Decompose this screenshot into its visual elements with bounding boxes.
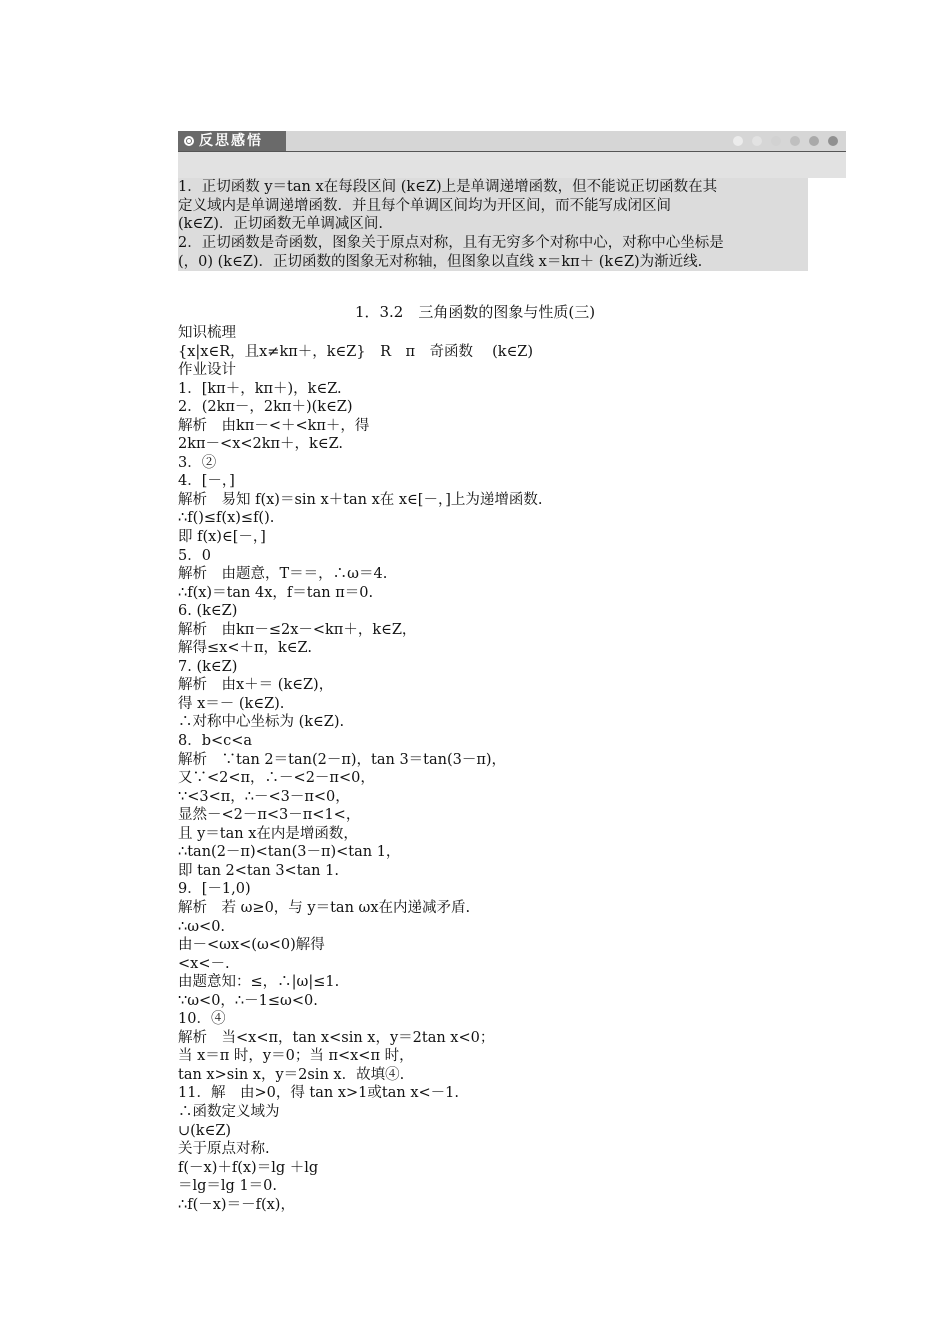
answer-line: 即 tan 2<tan 3<tan 1. (178, 862, 339, 879)
answer-line: 又∵<2<π，∴－<2－π<0， (178, 770, 375, 787)
reflection-banner (178, 131, 846, 178)
answer-line: 当 x＝π 时，y＝0；当 π<x<π 时， (178, 1048, 414, 1065)
answer-line: 2．(2kπ－，2kπ＋)(k∈Z) (178, 399, 353, 416)
banner-bottom-bar (178, 152, 846, 178)
answer-line: 6. (k∈Z) (178, 603, 238, 620)
answer-line: ＝lg＝lg 1＝0. (178, 1178, 278, 1195)
answer-line: ∴对称中心坐标为 (k∈Z). (178, 714, 345, 731)
answer-line: ∪(k∈Z) (178, 1122, 232, 1139)
answer-line: 7. (k∈Z) (178, 658, 238, 675)
answer-line: 即 f(x)∈[－，] (178, 529, 266, 546)
target-circle-icon (184, 136, 194, 146)
dot-icon (828, 136, 838, 146)
answer-line: f(－x)＋f(x)＝lg ＋lg (178, 1159, 319, 1176)
answer-line: ∴tan(2－π)<tan(3－π)<tan 1， (178, 844, 401, 861)
dot-icon (790, 136, 800, 146)
answer-line: ∴ω<0. (178, 918, 226, 935)
answer-line: ∵<3<π，∴－<3－π<0， (178, 788, 350, 805)
reflection-line: 2．正切函数是奇函数，图象关于原点对称，且有无穷多个对称中心，对称中心坐标是 (178, 235, 724, 252)
reflection-line: (k∈Z)．正切函数无单调减区间. (178, 216, 384, 233)
answer-line: 解析 若 ω≥0，与 y＝tan ωx在内递减矛盾. (178, 899, 471, 916)
reflection-text-block (178, 178, 808, 271)
answer-line: 5．0 (178, 547, 211, 564)
answer-line: 解析 ∵tan 2＝tan(2－π)，tan 3＝tan(3－π)， (178, 751, 507, 768)
dot-icon (733, 136, 743, 146)
answer-line: 且 y＝tan x在内是增函数， (178, 825, 358, 842)
answer-line: 解析 由题意，T＝＝，∴ω＝4. (178, 566, 388, 583)
answer-line: 解析 由x＋＝ (k∈Z)， (178, 677, 334, 694)
section-title: 1．3.2 三角函数的图象与性质(三) (354, 303, 596, 321)
answer-line: 知识梳理 (178, 325, 236, 341)
answer-line: <x<－. (178, 955, 230, 972)
answers-block (178, 324, 542, 1214)
answer-line: 9．[－1,0) (178, 881, 251, 898)
answer-line: 解得≤x<＋π，k∈Z. (178, 640, 312, 657)
reflection-line: (，0) (k∈Z)．正切函数的图象无对称轴，但图象以直线 x＝kπ＋ (k∈Z)为渐近线. (178, 253, 703, 270)
answer-line: 解析 由kπ－≤2x－<kπ＋，k∈Z， (178, 621, 417, 638)
answer-line: 显然－<2－π<3－π<1<， (178, 807, 361, 824)
answer-line: 4．[－，] (178, 473, 235, 490)
answer-line: 由－<ωx<(ω<0)解得 (178, 937, 325, 954)
answer-line: ∵ω<0，∴－1≤ω<0. (178, 992, 318, 1009)
banner-title-tab (178, 131, 286, 151)
answer-line: 8．b<c<a (178, 733, 253, 750)
reflection-line: 定义域内是单调递增函数．并且每个单调区间均为开区间，而不能写成闭区间 (178, 197, 671, 214)
answer-line: 解析 由kπ－<＋<kπ＋，得 (178, 417, 370, 434)
answer-line: 3．② (178, 454, 217, 471)
answer-line: 关于原点对称. (178, 1141, 270, 1158)
answer-line: 10．④ (178, 1011, 226, 1028)
answer-line: 由题意知：≤，∴|ω|≤1. (178, 974, 340, 991)
answer-line: ∴函数定义域为 (178, 1103, 280, 1120)
answer-line: 11．解 由>0，得 tan x>1或tan x<－1. (178, 1085, 459, 1102)
answer-line: ∴f(－x)＝－f(x)， (178, 1196, 295, 1213)
answer-line: 得 x＝－ (k∈Z). (178, 695, 285, 712)
answer-line: tan x>sin x，y＝2sin x．故填④. (178, 1066, 405, 1083)
banner-dots (733, 136, 838, 146)
answer-line: 解析 当<x<π，tan x<sin x，y＝2tan x<0； (178, 1029, 495, 1046)
answer-line: 2kπ－<x<2kπ＋，k∈Z. (178, 436, 344, 453)
answer-line: {x|x∈R，且x≠kπ＋，k∈Z} R π 奇函数 (k∈Z) (178, 343, 534, 360)
dot-icon (771, 136, 781, 146)
dot-icon (752, 136, 762, 146)
dot-icon (809, 136, 819, 146)
answer-line: ∴f(x)＝tan 4x，f＝tan π＝0. (178, 584, 374, 601)
answer-line: 1．[kπ＋，kπ＋)，k∈Z. (178, 380, 342, 397)
banner-title-text: 反思感悟 (199, 133, 263, 149)
answer-line: ∴f()≤f(x)≤f(). (178, 510, 275, 527)
answer-line: 解析 易知 f(x)＝sin x＋tan x在 x∈[－，]上为递增函数. (178, 491, 543, 508)
answer-line: 作业设计 (178, 362, 236, 379)
reflection-line: 1．正切函数 y＝tan x在每段区间 (k∈Z)上是单调递增函数，但不能说正切函数在其 (178, 179, 718, 195)
